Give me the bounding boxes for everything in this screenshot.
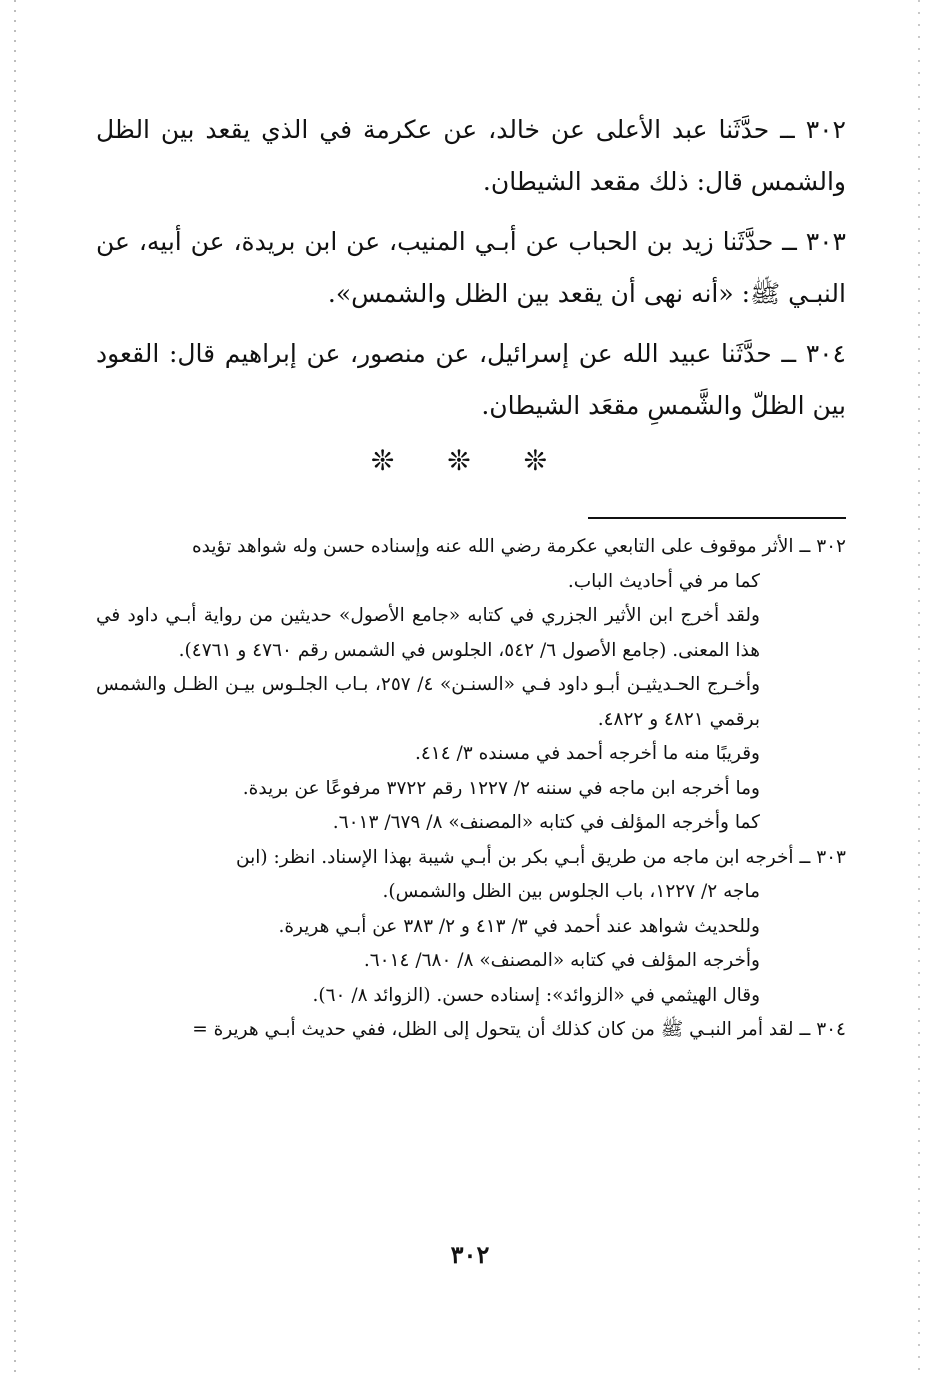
footnote-302-line: كما مر في أحاديث الباب.	[567, 570, 760, 592]
footnote-303-line: وللحديث شواهد عند أحمد في ٣/ ٤١٣ و ٢/ ٣٨٣ عن أبـي هريرة.	[278, 915, 760, 937]
hadith-304: ٣٠٤ ــ حدَّثَنا عبيد الله عن إسرائيل، عن منصور، عن إبراهيم قال: القعود بين الظلّ والشَّمسِ مقعَد الشيطان.	[96, 339, 846, 420]
scan-edge-right	[918, 0, 920, 1375]
scan-edge-left	[14, 0, 16, 1375]
footnote-303-line: ماجه ٢/ ١٢٢٧، باب الجلوس بين الظل والشمس).	[382, 881, 760, 902]
hadith-302: ٣٠٢ ــ حدَّثَنا عبد الأعلى عن خالد، عن عكرمة في الذي يقعد بين الظل والشمس قال: ذلك مقعد الشيطان.	[96, 115, 846, 196]
footnote-302-line: وما أخرجه ابن ماجه في سننه ٢/ ١٢٢٧ رقم ٣٧٢٢ مرفوعًا عن بريدة.	[242, 777, 760, 799]
footnote-302-line: وأخـرج الحـديثيـن أبـو داود فـي «السنـن» ٤/ ٢٥٧، بـاب الجلـوس بيـن الظـل والشمس برقمي ٤٨٢١ و ٤٨٢٢.	[96, 674, 761, 730]
footnote-303-head: ٣٠٣ ــ أخرجه ابن ماجه من طريق أبـي بكر بن أبـي شيبة بهذا الإسناد. انظر: (ابن	[236, 846, 846, 868]
section-separator: ❊ ❊ ❊	[370, 444, 570, 477]
footnote-302-line: ولقد أخرج ابن الأثير الجزري في كتابه «جامع الأصول» حديثين من رواية أبـي داود في هذا المعنى. (جامع الأصول ٦/ ٥٤٢، الجلوس في الشمس رقم ٤٧٦٠ و ٤٧٦١).	[96, 605, 760, 661]
page-number: ٣٠٢	[450, 1240, 490, 1269]
main-text	[96, 104, 846, 440]
footnotes	[96, 530, 846, 1048]
footnote-302-line: كما وأخرجه المؤلف في كتابه «المصنف» ٨/ ٦٧٩/ ٦٠١٣.	[332, 812, 760, 833]
hadith-303: ٣٠٣ ــ حدَّثَنا زيد بن الحباب عن أبـي المنيب، عن ابن بريدة، عن أبيه، عن النبـي ﷺ: «أنه نهى أن يقعد بين الظل والشمس».	[96, 227, 846, 308]
footnote-304-head: ٣٠٤ ــ لقد أمر النبـي ﷺ من كان كذلك أن يتحول إلى الظل، ففي حديث أبـي هريرة =	[192, 1019, 846, 1040]
footnote-303-line: وأخرجه المؤلف في كتابه «المصنف» ٨/ ٦٨٠/ ٦٠١٤.	[363, 950, 760, 971]
footnote-rule	[588, 517, 846, 519]
footnote-303-line: وقال الهيثمي في «الزوائد»: إسناده حسن. (الزوائد ٨/ ٦٠).	[312, 984, 760, 1006]
footnote-302-head: ٣٠٢ ــ الأثر موقوف على التابعي عكرمة رضي الله عنه وإسناده حسن وله شواهد تؤيده	[191, 536, 846, 557]
footnote-302-line: وقريبًا منه ما أخرجه أحمد في مسنده ٣/ ٤١٤.	[414, 743, 760, 764]
